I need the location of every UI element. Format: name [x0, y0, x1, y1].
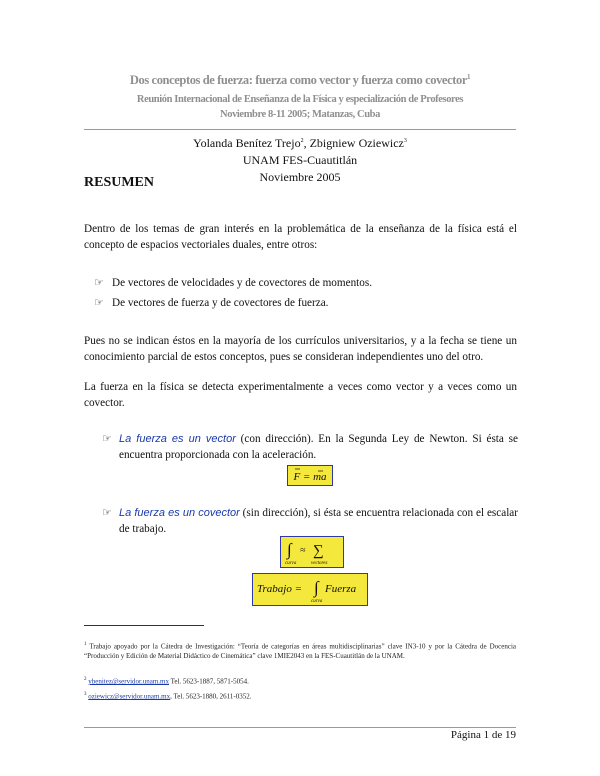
item-vector-text	[119, 432, 518, 463]
item-vector-rest: (con dirección). En la Segunda Ley de Newton. Si ésta se encuentra proporcionada con la aceleración.	[119, 433, 518, 461]
footer-rule	[84, 727, 516, 728]
footnote-1-text: Trabajo apoyado por la Cátedra de Investigación: “Teoría de categorías en áreas multidisciplinarias” clave IN3-10 y por la Cátedra de Docencia “Producción y Edición de Material Didáctico de Cinemática” clave 1MIE2043 en la FES-Cuautitlán de la UNAM.	[84, 642, 516, 661]
author-1: Yolanda Benítez Trejo	[193, 136, 301, 150]
page-number: Página 1 de 19	[450, 729, 516, 741]
work-label: Trabajo =	[257, 583, 303, 595]
footnote-3-mark: 3	[84, 692, 87, 697]
header-event: Reunión Internacional de Enseñanza de la Física y especialización de Profesores	[136, 94, 464, 105]
footnote-rule	[84, 625, 204, 626]
author-line	[84, 136, 516, 151]
item-covector-text	[119, 506, 518, 537]
footnote-3-email-link[interactable]: oziewicz@servidor.unam.mx	[88, 692, 171, 701]
footnote-2-email-link[interactable]: ybenitez@servidor.unam.mx	[88, 677, 169, 686]
pointing-hand-icon: ☞	[102, 507, 112, 519]
institution: UNAM FES-Cuautitlán	[242, 153, 358, 167]
document-date: Noviembre 2005	[259, 170, 341, 184]
header-rule	[84, 129, 516, 130]
integral-sum-svg	[281, 537, 343, 567]
integral-sum-formula	[280, 536, 344, 568]
summation-subscript: vectores	[311, 561, 328, 566]
bullet-2-text: De vectores de fuerza y de covectores de fuerza.	[112, 297, 329, 309]
intro-paragraph: Dentro de los temas de gran interés en la problemática de la enseñanza de la física está el concepto de espacios vectoriales duales, entre otros:	[84, 223, 517, 251]
header-title	[84, 73, 516, 88]
item-vector-lead: La fuerza es un vector	[119, 433, 236, 445]
item-covector	[102, 506, 518, 537]
integral-subscript: curva	[285, 561, 297, 566]
pointing-hand-icon: ☞	[102, 433, 112, 445]
header-title-text: Dos conceptos de fuerza: fuerza como vector y fuerza como covector	[129, 73, 467, 88]
header-date-place: Noviembre 8-11 2005; Matanzas, Cuba	[220, 109, 380, 120]
author-2-mark: 3	[403, 138, 407, 144]
footnote-1	[84, 640, 516, 661]
footnote-2-mark: 2	[84, 677, 87, 682]
item-covector-rest: (sin dirección), si ésta se encuentra relacionada con el escalar de trabajo.	[119, 507, 518, 535]
approx-sign: ≈	[300, 545, 306, 556]
work-integral-subscript: curva	[311, 599, 323, 604]
footnote-3-phone: , Tel. 5623-1880, 2611-0352.	[170, 692, 252, 701]
paragraph-3: La fuerza en la física se detecta experimentalmente a veces como vector y a veces como un covector.	[84, 381, 517, 409]
pointing-hand-icon: ☞	[94, 297, 104, 309]
footnote-3	[84, 690, 516, 701]
footnote-2	[84, 675, 516, 686]
newton-formula	[287, 465, 333, 486]
bullet-2	[94, 295, 514, 311]
item-covector-lead: La fuerza es un covector	[119, 507, 240, 519]
work-formula-svg	[253, 574, 367, 605]
summation-sign: ∑	[313, 543, 324, 559]
item-vector	[102, 432, 518, 463]
work-integral-sign: ∫	[314, 578, 319, 597]
bullet-1	[94, 275, 514, 291]
pointing-hand-icon: ☞	[94, 277, 104, 289]
footnote-2-phone: Tel. 5623-1887, 5871-5054.	[168, 677, 249, 686]
work-formula	[252, 573, 368, 606]
paragraph-2: Pues no se indican éstos en la mayoría de los currículos universitarios, y a la fecha se tiene un conocimiento parcial de estos conceptos, pues se consideran independientes uno del otro.	[84, 335, 517, 363]
section-heading: RESUMEN	[84, 175, 155, 190]
footnote-1-mark: 1	[84, 642, 87, 647]
integral-sign: ∫	[287, 540, 292, 559]
author-1-mark: 2	[300, 138, 304, 144]
bullet-1-text: De vectores de velocidades y de covectores de momentos.	[112, 277, 373, 289]
header-title-footnote-mark: 1	[467, 73, 471, 81]
newton-formula-svg	[288, 466, 332, 485]
work-rhs: Fuerza	[325, 583, 357, 595]
newton-formula-text: F = ma	[293, 471, 327, 483]
author-2: , Zbigniew Oziewicz	[303, 136, 404, 150]
